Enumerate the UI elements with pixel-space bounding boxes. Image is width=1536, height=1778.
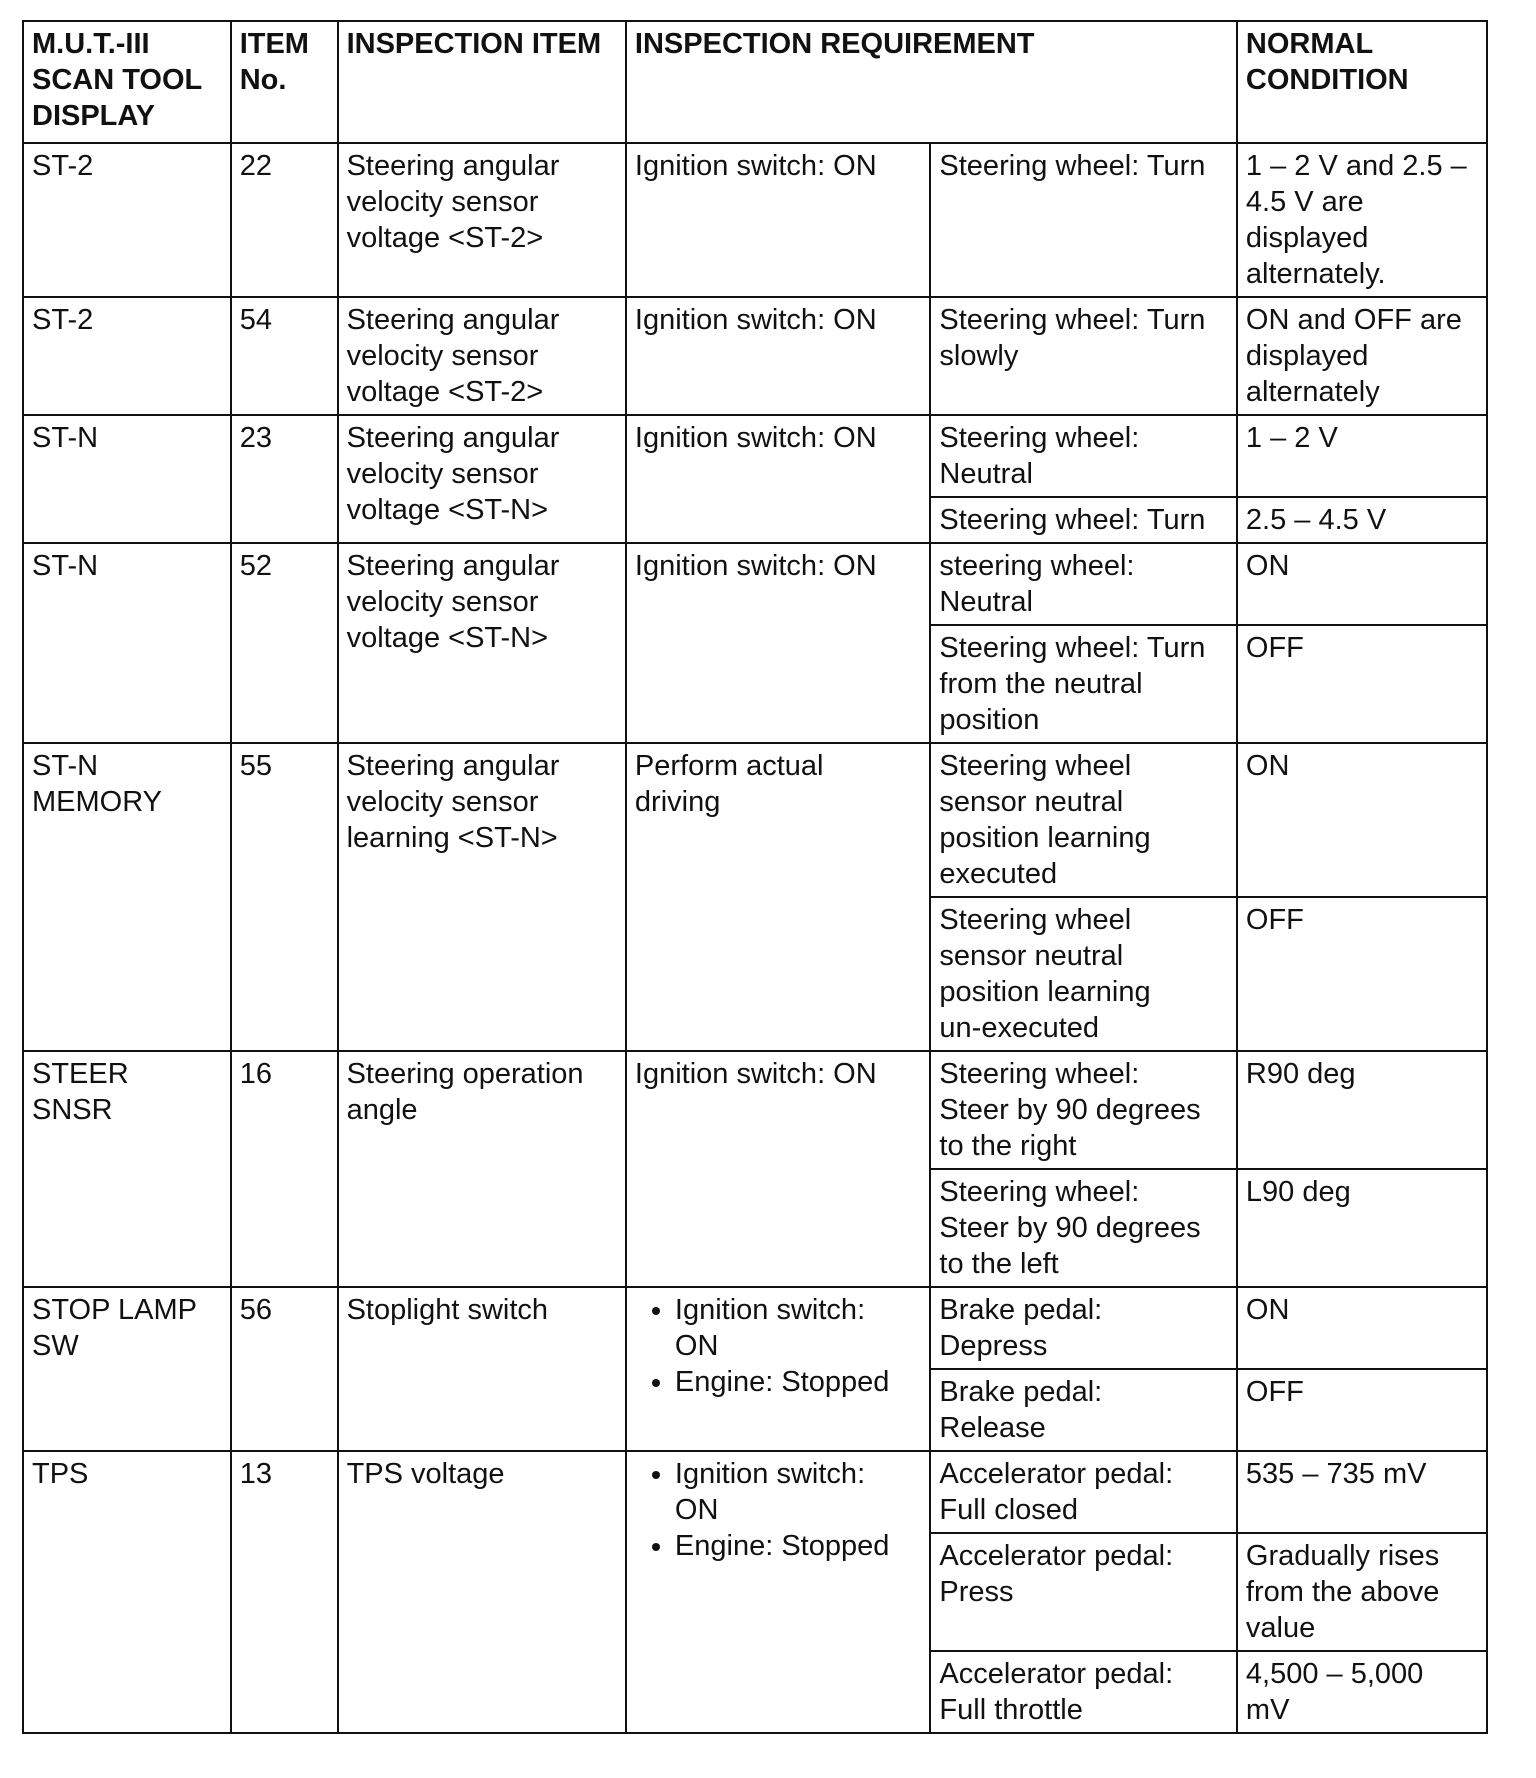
- item-number-cell: 16: [231, 1051, 338, 1287]
- table-row: [23, 143, 1487, 297]
- requirement-list: [635, 1456, 921, 1564]
- condition-state-cell: steering wheel: Neutral: [930, 543, 1237, 625]
- inspection-item-cell: Steering angular velocity sensor voltage <ST-2>: [338, 297, 626, 415]
- item-number-cell: 13: [231, 1451, 338, 1733]
- inspection-requirement-cell: Ignition switch: ON: [626, 543, 930, 743]
- inspection-item-cell: Steering angular velocity sensor voltage <ST-N>: [338, 543, 626, 743]
- normal-condition-cell: OFF: [1237, 625, 1487, 743]
- condition-state-cell: Accelerator pedal: Full throttle: [930, 1651, 1237, 1733]
- scan-tool-display-cell: ST-N: [23, 415, 231, 543]
- normal-condition-cell: ON and OFF are displayed alternately: [1237, 297, 1487, 415]
- condition-state-cell: Steering wheel sensor neutral position learning executed: [930, 743, 1237, 897]
- condition-state-cell: Brake pedal: Depress: [930, 1287, 1237, 1369]
- condition-state-cell: Brake pedal: Release: [930, 1369, 1237, 1451]
- inspection-requirement-cell: [626, 1287, 930, 1451]
- inspection-requirement-cell: Ignition switch: ON: [626, 143, 930, 297]
- condition-state-cell: Steering wheel sensor neutral position learning un-executed: [930, 897, 1237, 1051]
- condition-state-cell: Accelerator pedal: Full closed: [930, 1451, 1237, 1533]
- inspection-requirement-cell: [626, 1451, 930, 1733]
- normal-condition-cell: 4,500 – 5,000 mV: [1237, 1651, 1487, 1733]
- normal-condition-cell: ON: [1237, 743, 1487, 897]
- requirement-list-item: • Engine: Stopped: [675, 1364, 921, 1400]
- requirement-list-item: • Engine: Stopped: [675, 1528, 921, 1564]
- table-row: [23, 543, 1487, 625]
- normal-condition-cell: Gradually rises from the above value: [1237, 1533, 1487, 1651]
- item-number-cell: 56: [231, 1287, 338, 1451]
- normal-condition-cell: OFF: [1237, 897, 1487, 1051]
- inspection-item-cell: Steering operation angle: [338, 1051, 626, 1287]
- table-row: [23, 743, 1487, 897]
- normal-condition-cell: 1 – 2 V: [1237, 415, 1487, 497]
- normal-condition-cell: 535 – 735 mV: [1237, 1451, 1487, 1533]
- inspection-requirement-cell: Perform actual driving: [626, 743, 930, 1051]
- table-body: [23, 143, 1487, 1733]
- table-row: [23, 415, 1487, 497]
- normal-condition-cell: ON: [1237, 1287, 1487, 1369]
- item-number-cell: 55: [231, 743, 338, 1051]
- normal-condition-cell: 2.5 – 4.5 V: [1237, 497, 1487, 543]
- requirement-list: [635, 1292, 921, 1400]
- inspection-table: [22, 20, 1488, 1734]
- condition-state-cell: Steering wheel: Turn: [930, 143, 1237, 297]
- header-item-no: ITEM No.: [231, 21, 338, 143]
- inspection-requirement-cell: Ignition switch: ON: [626, 1051, 930, 1287]
- table-row: [23, 297, 1487, 415]
- inspection-item-cell: Steering angular velocity sensor learning <ST-N>: [338, 743, 626, 1051]
- item-number-cell: 23: [231, 415, 338, 543]
- normal-condition-cell: R90 deg: [1237, 1051, 1487, 1169]
- inspection-item-cell: TPS voltage: [338, 1451, 626, 1733]
- scan-tool-display-cell: STOP LAMP SW: [23, 1287, 231, 1451]
- scan-tool-display-cell: ST-2: [23, 297, 231, 415]
- scan-tool-display-cell: ST-2: [23, 143, 231, 297]
- inspection-item-cell: Steering angular velocity sensor voltage <ST-2>: [338, 143, 626, 297]
- condition-state-cell: Steering wheel: Neutral: [930, 415, 1237, 497]
- condition-state-cell: Steering wheel: Turn from the neutral position: [930, 625, 1237, 743]
- inspection-requirement-cell: Ignition switch: ON: [626, 297, 930, 415]
- scan-tool-display-cell: ST-N MEMORY: [23, 743, 231, 1051]
- condition-state-cell: Steering wheel: Turn: [930, 497, 1237, 543]
- inspection-item-cell: Steering angular velocity sensor voltage <ST-N>: [338, 415, 626, 543]
- item-number-cell: 22: [231, 143, 338, 297]
- table-row: [23, 1051, 1487, 1169]
- normal-condition-cell: 1 – 2 V and 2.5 – 4.5 V are displayed alternately.: [1237, 143, 1487, 297]
- normal-condition-cell: L90 deg: [1237, 1169, 1487, 1287]
- header-display: M.U.T.-III SCAN TOOL DISPLAY: [23, 21, 231, 143]
- item-number-cell: 52: [231, 543, 338, 743]
- condition-state-cell: Accelerator pedal: Press: [930, 1533, 1237, 1651]
- table-row: [23, 1287, 1487, 1369]
- normal-condition-cell: ON: [1237, 543, 1487, 625]
- scan-tool-display-cell: STEER SNSR: [23, 1051, 231, 1287]
- normal-condition-cell: OFF: [1237, 1369, 1487, 1451]
- condition-state-cell: Steering wheel: Steer by 90 degrees to the left: [930, 1169, 1237, 1287]
- item-number-cell: 54: [231, 297, 338, 415]
- requirement-list-item: • Ignition switch: ON: [675, 1456, 921, 1528]
- inspection-item-cell: Stoplight switch: [338, 1287, 626, 1451]
- scan-tool-display-cell: TPS: [23, 1451, 231, 1733]
- header-row: [23, 21, 1487, 143]
- requirement-list-item: • Ignition switch: ON: [675, 1292, 921, 1364]
- condition-state-cell: Steering wheel: Turn slowly: [930, 297, 1237, 415]
- header-inspection-requirement: INSPECTION REQUIREMENT: [626, 21, 1237, 143]
- inspection-requirement-cell: Ignition switch: ON: [626, 415, 930, 543]
- scan-tool-display-cell: ST-N: [23, 543, 231, 743]
- table-row: [23, 1451, 1487, 1533]
- header-normal-condition: NORMAL CONDITION: [1237, 21, 1487, 143]
- header-inspection-item: INSPECTION ITEM: [338, 21, 626, 143]
- condition-state-cell: Steering wheel: Steer by 90 degrees to the right: [930, 1051, 1237, 1169]
